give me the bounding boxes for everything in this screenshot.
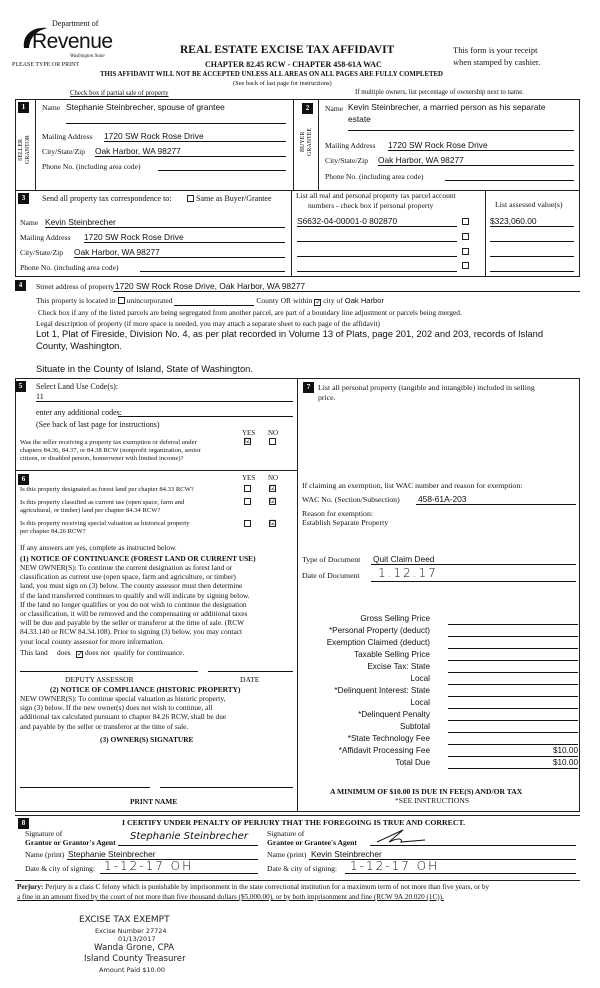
- stamp-date: 01/13/2017: [118, 935, 156, 943]
- label: Phone No. (including area code): [42, 162, 141, 171]
- legal-description-label: Legal description of property (if more space is needed, you may attach a separate sheet to each page of the affidavit): [36, 319, 380, 328]
- seller-name-field[interactable]: Stephanie Steinbrecher, spouse of grantee: [66, 102, 225, 112]
- fee-label: Excise Tax: State: [367, 662, 430, 671]
- form-chapter: CHAPTER 82.45 RCW - CHAPTER 458-61A WAC: [205, 60, 382, 69]
- owner-signature-line[interactable]: [20, 787, 150, 788]
- fee-label: Taxable Selling Price: [353, 650, 430, 659]
- buyer-name-field-line2[interactable]: estate: [348, 114, 371, 124]
- seller-mailing-address-field[interactable]: 1720 SW Rock Rose Drive: [104, 131, 204, 141]
- grantor-signature[interactable]: Stephanie Steinbrecher: [130, 831, 248, 842]
- notice-line: sign (3) below. If the new owner(s) does not wish to continue, all: [20, 703, 213, 713]
- fee-row: [300, 650, 580, 662]
- notice-line: land, you must sign on (3) below. The county assessor must then determine: [20, 581, 243, 591]
- notice-continuance-text: [20, 563, 250, 646]
- no-header: NO: [268, 474, 279, 482]
- exemption-question-3: citizen, or disabled person, homeowner with limited income)?: [20, 455, 184, 462]
- form-title: REAL ESTATE EXCISE TAX AFFIDAVIT: [180, 44, 395, 56]
- fee-label: Gross Selling Price: [360, 614, 430, 623]
- does-not-checkbox[interactable]: ✓: [77, 650, 83, 658]
- grantor-print-name-field[interactable]: Stephanie Steinbrecher: [68, 849, 156, 859]
- assessed-value-field[interactable]: $323,060.00: [490, 216, 537, 226]
- label: City/State/Zip: [42, 147, 86, 156]
- label: Name: [42, 103, 61, 112]
- partial-sale-label: Check box if partial sale of property: [70, 90, 169, 97]
- notice-compliance-title: (2) NOTICE OF COMPLIANCE (HISTORIC PROPERTY): [50, 685, 241, 694]
- see-back-note: (See back of last page for instructions): [233, 80, 332, 87]
- notice-line: classification as current use (open space, farm and agriculture, or timber): [20, 572, 236, 582]
- see-instructions-note: *SEE INSTRUCTIONS: [395, 796, 470, 805]
- stamp-excise-number: Excise Number 27724: [95, 927, 167, 935]
- correspondence-phone-field[interactable]: [140, 271, 285, 272]
- perjury-label: Perjury:: [17, 883, 44, 891]
- label: Mailing Address: [20, 233, 71, 242]
- buyer-phone-field[interactable]: [445, 180, 574, 181]
- label: WAC No. (Section/Subsection): [302, 495, 400, 504]
- label: Street address of property: [36, 282, 115, 291]
- seller-city-field[interactable]: Oak Harbor, WA 98277: [95, 146, 181, 156]
- city-checkbox[interactable]: ✓: [315, 298, 322, 306]
- fee-row: [300, 662, 580, 674]
- notice-line: 84.33.140 or RCW 84.34.108). Prior to signing (3) below, you may contact: [20, 627, 243, 637]
- label: unincorporated: [126, 296, 173, 305]
- fee-label: Local: [410, 698, 430, 707]
- notice-line: NEW OWNER(S): To continue special valuation as historic property,: [20, 694, 226, 703]
- seller-phone-field[interactable]: [158, 170, 286, 171]
- city-field[interactable]: Oak Harbor: [344, 296, 385, 305]
- label: Grantor or Grantor's Agent: [25, 838, 116, 847]
- fee-value-field[interactable]: [448, 614, 578, 625]
- fee-value-field[interactable]: [448, 698, 578, 709]
- perjury-statement: [17, 883, 489, 891]
- fee-value-field[interactable]: [448, 734, 578, 745]
- assessed-value-header: List assessed value(s): [495, 200, 563, 209]
- fee-value-field[interactable]: [448, 686, 578, 697]
- logo-dept-text: Department of: [52, 19, 99, 28]
- buyer-grantee-label: BUYER GRANTEE: [300, 128, 313, 156]
- legal-description-text-2[interactable]: County, Washington.: [36, 340, 122, 351]
- forest-land-question: Is this property designated as forest land per chapter 84.33 RCW?: [20, 486, 194, 493]
- fee-row: [300, 638, 580, 650]
- fee-row: [300, 674, 580, 686]
- fee-row: [300, 710, 580, 722]
- perjury-text: Perjury is a class C felony which is punishable by imprisonment in the state correctional institution for a maximum term of not more than five years, or by: [43, 883, 490, 891]
- certification-statement: I CERTIFY UNDER PENALTY OF PERJURY THAT THE FOREGOING IS TRUE AND CORRECT.: [122, 818, 466, 827]
- section-number: 1: [18, 102, 29, 113]
- label: City/State/Zip: [325, 156, 369, 165]
- label: (See back of last page for instructions): [36, 420, 160, 429]
- label: Reason for exemption:: [302, 509, 374, 518]
- please-type-note: PLEASE TYPE OR PRINT: [12, 62, 80, 68]
- no-header: NO: [268, 429, 279, 437]
- perjury-text-2: a fine in an amount fixed by the court of not more than five thousand dollars ($5,000.00), or by both imprisonment and fine (RCW 9A.20.020 (1C)).: [17, 893, 444, 901]
- fee-row: [300, 758, 580, 770]
- exemption-reason-field[interactable]: Establish Separate Property: [302, 518, 389, 527]
- current-use-no-checkbox[interactable]: ☑: [270, 497, 277, 505]
- deputy-assessor-signature-line[interactable]: [20, 671, 198, 672]
- legal-description-text-3[interactable]: Situate in the County of Island, State of Washington.: [36, 363, 253, 374]
- same-as-buyer-checkbox[interactable]: [187, 194, 272, 203]
- date-label: DATE: [240, 675, 260, 684]
- notice-line: additional tax calculated pursuant to chapter 84.26 RCW, shall be due: [20, 712, 227, 722]
- historic-yes-checkbox[interactable]: [244, 520, 251, 527]
- unincorporated-checkbox[interactable]: [118, 297, 125, 304]
- label: City/State/Zip: [20, 248, 64, 257]
- current-use-question-2: agricultural, or timber) land per chapter 84.34 RCW?: [20, 507, 161, 514]
- grantee-date-city-field[interactable]: 1-12-17 OH: [350, 859, 440, 873]
- yes-header: YES: [242, 429, 256, 437]
- notice-line: NEW OWNER(S): To continue the current designation as forest land or: [20, 563, 233, 572]
- fee-label: Local: [410, 674, 430, 683]
- document-type-field[interactable]: Quit Claim Deed: [373, 554, 435, 564]
- notice-line: will be due and payable by the seller or transferor at the time of sale. (RCW: [20, 618, 245, 628]
- land-use-code-field[interactable]: 11: [36, 392, 44, 401]
- segregated-checkbox-label[interactable]: Check box if any of the listed parcels are being segregated from another parcel, are part of a boundary line adjustment or parcels being merged.: [38, 308, 462, 317]
- label: Type of Document: [302, 555, 361, 564]
- label: Signature of: [267, 829, 305, 838]
- seller-grantor-label: SELLER GRANTOR: [18, 135, 31, 165]
- notice-line: if the land transferred continues to qualify and will indicate by signing below.: [20, 590, 250, 600]
- fee-row: [300, 614, 580, 626]
- current-use-yes-checkbox[interactable]: [244, 498, 251, 505]
- label: city of: [323, 296, 343, 305]
- label: enter any additional codes:: [36, 408, 122, 417]
- correspondence-mailing-field[interactable]: 1720 SW Rock Rose Drive: [84, 232, 184, 242]
- fee-row: [300, 698, 580, 710]
- label: This land: [20, 648, 48, 657]
- fee-value-field[interactable]: $10.00: [448, 758, 578, 769]
- fee-label: Exemption Claimed (deduct): [326, 638, 430, 647]
- stamp-treasurer-title: Island County Treasurer: [84, 954, 186, 964]
- buyer-city-field[interactable]: Oak Harbor, WA 98277: [378, 155, 464, 165]
- personal-property-checkbox[interactable]: [462, 248, 469, 255]
- fee-label: *Affidavit Processing Fee: [338, 746, 430, 755]
- stamp-treasurer-name: Wanda Grone, CPA: [94, 943, 175, 953]
- grantee-print-name-field[interactable]: Kevin Steinbrecher: [311, 849, 382, 859]
- notice-compliance-text: [20, 694, 226, 731]
- label: Signature of: [25, 829, 63, 838]
- notice-line: and payable by the seller or transferor at the time of sale.: [20, 721, 189, 731]
- notice-line: or classification, it will be removed and the compensating or additional taxes: [20, 609, 248, 619]
- receipt-note-2: when stamped by cashier.: [453, 57, 541, 67]
- fee-row: [300, 734, 580, 746]
- label: qualify for continuance.: [113, 648, 185, 657]
- receipt-note: This form is your receipt: [453, 45, 538, 55]
- label: Mailing Address: [42, 132, 93, 141]
- fee-value-field[interactable]: [448, 674, 578, 685]
- parcel-header-2: numbers - check box if personal property: [308, 201, 434, 210]
- section-number: 3: [18, 193, 29, 204]
- section-number: 8: [18, 818, 29, 829]
- owner-signature-title: (3) OWNER(S) SIGNATURE: [100, 735, 194, 744]
- label: Name: [20, 218, 39, 227]
- label: Date & city of signing:: [267, 864, 338, 873]
- does-option[interactable]: does: [56, 648, 71, 657]
- label: County OR within: [256, 296, 313, 305]
- correspondence-city-field[interactable]: Oak Harbor, WA 98277: [74, 247, 160, 257]
- print-name-label: PRINT NAME: [130, 797, 178, 806]
- label: Date of Document: [302, 571, 360, 580]
- fee-value-field[interactable]: [448, 662, 578, 673]
- label: List all personal property (tangible and intangible) included in selling: [318, 383, 535, 392]
- forest-no-checkbox[interactable]: ☑: [270, 484, 277, 492]
- fee-value-field[interactable]: [448, 638, 578, 649]
- personal-property-checkbox[interactable]: [462, 218, 469, 225]
- notice-line: your local county assessor for more information.: [20, 636, 164, 646]
- warning-text: THIS AFFIDAVIT WILL NOT BE ACCEPTED UNLESS ALL AREAS ON ALL PAGES ARE FULLY COMPLETED: [100, 71, 443, 78]
- label: Mailing Address: [325, 141, 376, 150]
- forest-yes-checkbox[interactable]: [244, 485, 251, 492]
- section-number: 5: [15, 381, 26, 392]
- fee-label: *State Technology Fee: [347, 734, 430, 743]
- deputy-assessor-label: DEPUTY ASSESSOR: [65, 675, 134, 684]
- grantee-signature[interactable]: [375, 826, 435, 846]
- fee-row: [300, 626, 580, 638]
- fee-label: Subtotal: [399, 722, 430, 731]
- fee-label: Total Due: [395, 758, 430, 767]
- checkbox-label: Same as Buyer/Grantee: [196, 194, 272, 203]
- fee-label: *Delinquent Interest: State: [334, 686, 430, 695]
- logo-state-text: Washington State: [70, 54, 105, 59]
- legal-description-text[interactable]: Lot 1, Plat of Fireside, Division No. 4, as per plat recorded in Volume 13 of Plats, page 201, 202 and 203, records of Island: [36, 328, 544, 339]
- exemption-label: If claiming an exemption, list WAC number and reason for exemption:: [302, 481, 523, 490]
- stamp-amount-paid: Amount Paid $10.00: [99, 966, 165, 974]
- document-date-field[interactable]: 1.12.17: [378, 566, 438, 580]
- label: Grantee or Grantee's Agent: [267, 838, 357, 847]
- county-field[interactable]: [174, 296, 254, 306]
- historic-no-checkbox[interactable]: ☑: [270, 519, 277, 527]
- fee-value-field[interactable]: $10.00: [448, 746, 578, 757]
- logo-revenue-text: Revenue: [32, 30, 113, 53]
- current-use-question: Is this property classified as current use (open space, farm and: [20, 499, 185, 506]
- personal-property-checkbox[interactable]: [462, 233, 469, 240]
- notice-continuance-title: (1) NOTICE OF CONTINUANCE (FOREST LAND OR CURRENT USE): [20, 554, 256, 563]
- label: Send all property tax correspondence to:: [42, 194, 172, 203]
- fee-row: [300, 686, 580, 698]
- street-address-field[interactable]: 1720 SW Rock Rose Drive, Oak Harbor, WA 98277: [115, 281, 306, 291]
- wac-number-field[interactable]: 458-61A-203: [418, 494, 467, 504]
- historic-question: Is this property receiving special valuation as historical property: [20, 520, 190, 527]
- label: Select Land Use Code(s):: [36, 382, 118, 391]
- label: Phone No. (including area code): [325, 172, 424, 181]
- instruction-text: If any answers are yes, complete as instructed below.: [20, 543, 177, 552]
- fee-value-field[interactable]: [448, 710, 578, 721]
- label: price.: [318, 393, 336, 402]
- label: Name (print): [25, 850, 65, 859]
- exemption-no-checkbox[interactable]: [269, 438, 276, 445]
- fee-value-field[interactable]: [448, 650, 578, 661]
- exemption-question-2: chapters 84.36, 84.37, or 84.38 RCW (nonprofit organization, senior: [20, 447, 201, 454]
- additional-codes-field[interactable]: [118, 416, 293, 417]
- stamp-exempt: EXCISE TAX EXEMPT: [79, 915, 170, 925]
- label: Name: [325, 104, 344, 113]
- exemption-question: Was the seller receiving a property tax exemption or deferral under: [20, 439, 197, 446]
- correspondence-name-field[interactable]: Kevin Steinbrecher: [45, 217, 116, 227]
- label: This property is located in: [36, 296, 116, 305]
- label: Name (print): [267, 850, 307, 859]
- fee-label: *Delinquent Penalty: [358, 710, 430, 719]
- fee-row: [300, 746, 580, 758]
- label: Phone No. (including area code): [20, 263, 119, 272]
- section-number: 2: [302, 103, 313, 114]
- assessor-date-line[interactable]: [208, 671, 293, 672]
- grantor-date-city-field[interactable]: 1-12-17 OH: [104, 859, 194, 873]
- fee-label: *Personal Property (deduct): [328, 626, 430, 635]
- parcel-header: List all real and personal property tax parcel account: [296, 191, 456, 200]
- fee-row: [300, 722, 580, 734]
- historic-question-2: per chapter 84.26 RCW?: [20, 528, 86, 535]
- personal-property-checkbox[interactable]: [462, 262, 469, 269]
- exemption-yes-checkbox[interactable]: ☑: [245, 437, 252, 445]
- label: Date & city of signing:: [25, 864, 96, 873]
- notice-line: If the land no longer qualifies or you do not wish to continue the designation: [20, 599, 247, 609]
- buyer-name-field[interactable]: Kevin Steinbrecher, a married person as his separate: [348, 102, 546, 112]
- section-number: 4: [15, 280, 26, 291]
- fee-value-field[interactable]: [448, 722, 578, 733]
- fee-value-field[interactable]: [448, 626, 578, 637]
- minimum-due-note: A MINIMUM OF $10.00 IS DUE IN FEE(S) AND/OR TAX: [330, 787, 523, 796]
- does-not-option[interactable]: does not: [84, 648, 110, 657]
- section-number: 7: [303, 382, 314, 393]
- section-number: 6: [18, 474, 29, 485]
- yes-header: YES: [242, 474, 256, 482]
- parcel-number-field[interactable]: S6632-04-00001-0 802870: [297, 216, 398, 226]
- buyer-mailing-address-field[interactable]: 1720 SW Rock Rose Drive: [388, 140, 488, 150]
- owner-signature-line-2[interactable]: [160, 787, 293, 788]
- multiple-owners-note: If multiple owners, list percentage of ownership next to name.: [355, 89, 524, 96]
